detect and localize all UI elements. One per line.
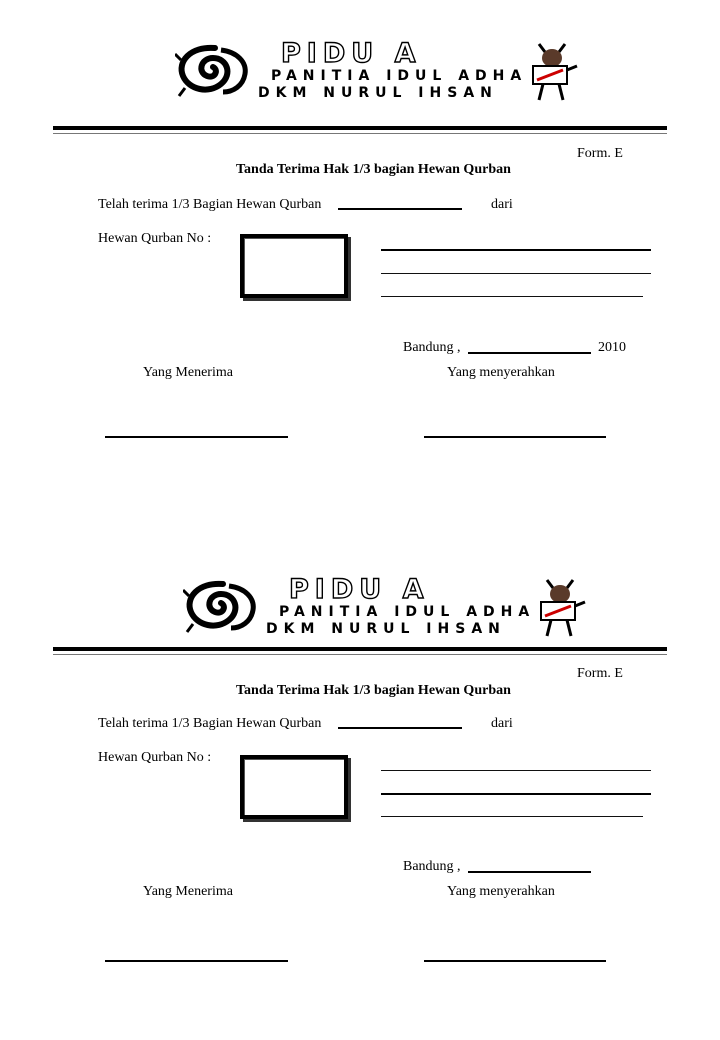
form-code: Form. E <box>577 666 623 681</box>
form-code: Form. E <box>577 146 623 161</box>
animal-no-label: Hewan Qurban No : <box>98 231 212 246</box>
date-blank[interactable] <box>468 871 591 873</box>
goat-mascot-icon <box>525 40 585 102</box>
giver-line-2[interactable] <box>381 273 651 274</box>
giver-label: Yang menyerahkan <box>447 365 555 380</box>
giver-line-3[interactable] <box>381 296 643 297</box>
goat-mascot-icon <box>533 576 593 638</box>
logo-line-2: DKM NURUL IHSAN <box>258 85 498 101</box>
giver-line-3[interactable] <box>381 816 643 817</box>
header-rule-thin <box>53 654 667 655</box>
swirl-logo-icon <box>175 40 255 100</box>
year-text: 2010 <box>598 340 626 355</box>
date-blank[interactable] <box>468 352 591 354</box>
giver-line-1[interactable] <box>381 249 651 251</box>
receiver-signature-line[interactable] <box>105 960 288 962</box>
header-rule-thin <box>53 133 667 134</box>
from-label: dari <box>491 197 513 212</box>
animal-no-label: Hewan Qurban No : <box>98 750 212 765</box>
logo-brand-text: PIDU A <box>289 574 430 605</box>
logo-line-1: PANITIA IDUL ADHA <box>271 68 528 84</box>
received-label: Telah terima 1/3 Bagian Hewan Qurban <box>98 197 322 212</box>
giver-signature-line[interactable] <box>424 960 606 962</box>
place-label: Bandung , <box>403 859 461 874</box>
animal-number-box[interactable] <box>240 755 348 819</box>
logo-brand-text: PIDU A <box>281 38 422 69</box>
form-title: Tanda Terima Hak 1/3 bagian Hewan Qurban <box>236 683 511 698</box>
header-rule <box>53 126 667 130</box>
swirl-logo-icon <box>183 576 263 636</box>
receiver-label: Yang Menerima <box>143 884 233 899</box>
form-title: Tanda Terima Hak 1/3 bagian Hewan Qurban <box>236 162 511 177</box>
receiver-signature-line[interactable] <box>105 436 288 438</box>
received-blank[interactable] <box>338 208 462 210</box>
committee-logo <box>175 40 585 102</box>
committee-logo <box>183 576 593 638</box>
header-rule <box>53 647 667 651</box>
receipt-form-2 <box>0 520 720 1040</box>
receiver-label: Yang Menerima <box>143 365 233 380</box>
giver-line-1[interactable] <box>381 770 651 771</box>
animal-number-box[interactable] <box>240 234 348 298</box>
logo-line-1: PANITIA IDUL ADHA <box>279 604 536 620</box>
place-label: Bandung , <box>403 340 461 355</box>
received-blank[interactable] <box>338 727 462 729</box>
received-label: Telah terima 1/3 Bagian Hewan Qurban <box>98 716 322 731</box>
logo-line-2: DKM NURUL IHSAN <box>266 621 506 637</box>
giver-label: Yang menyerahkan <box>447 884 555 899</box>
from-label: dari <box>491 716 513 731</box>
giver-signature-line[interactable] <box>424 436 606 438</box>
giver-line-2[interactable] <box>381 793 651 795</box>
